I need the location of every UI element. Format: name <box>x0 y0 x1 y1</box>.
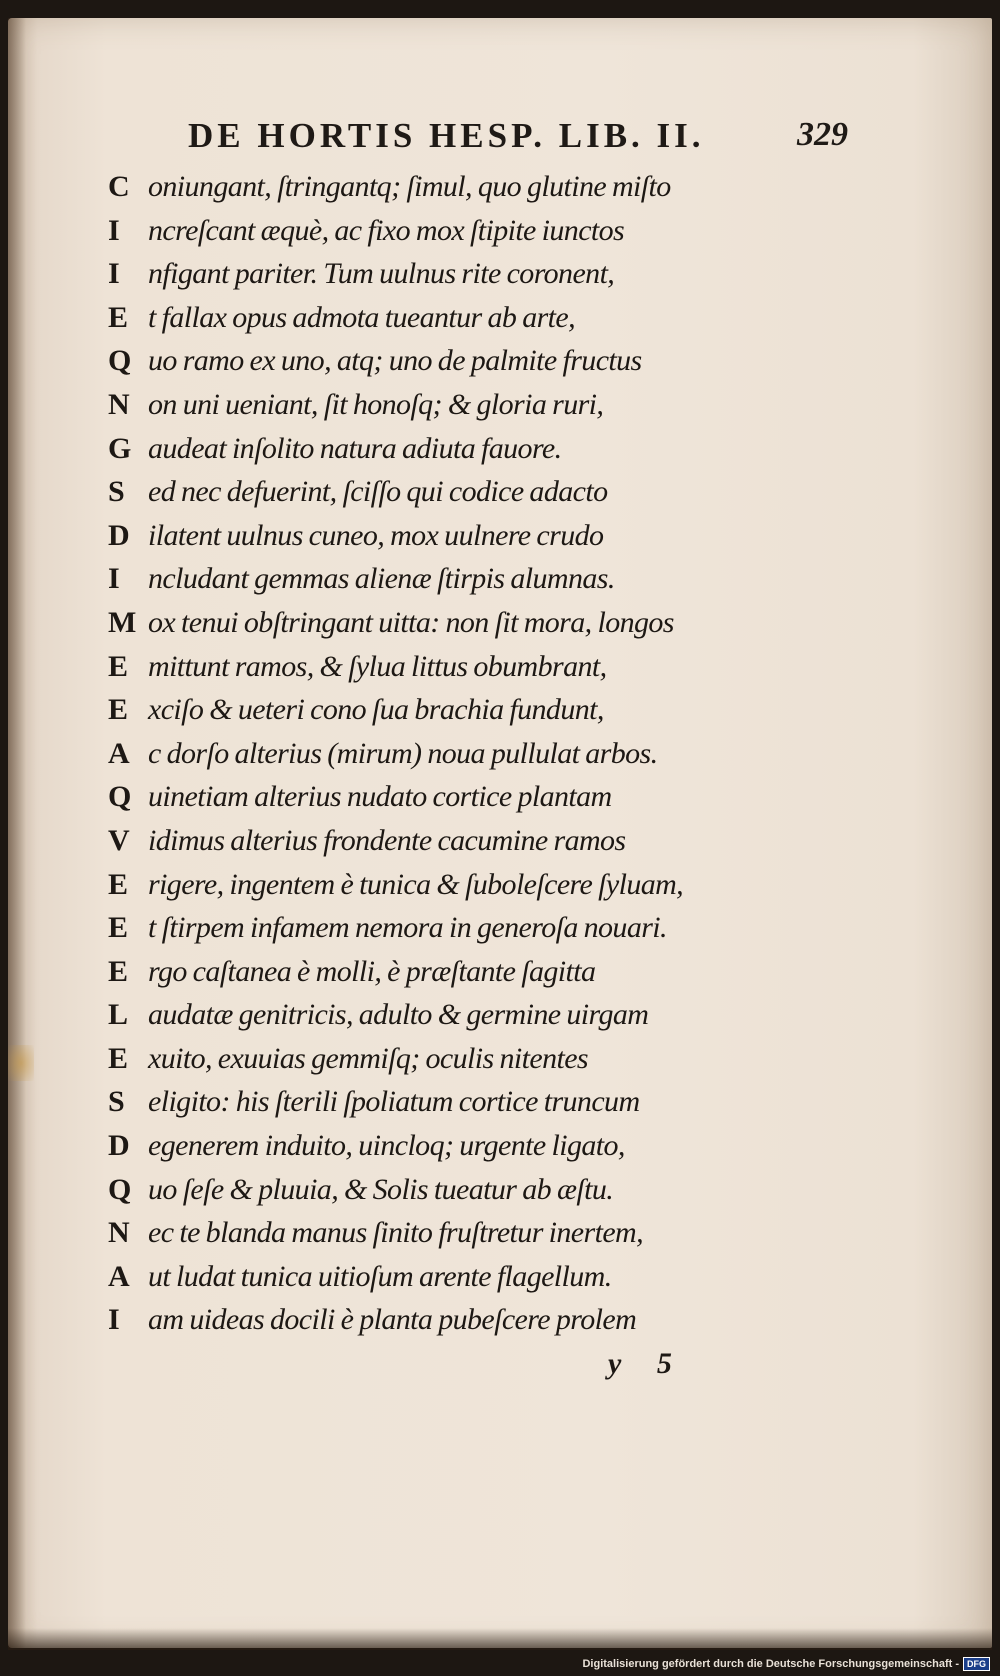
verse-line <box>108 688 808 732</box>
verse-text: t fallax opus admota tueantur ab arte, <box>148 300 576 334</box>
verse-text: oniungant, ſtringantq; ſimul, quo glutine miſto <box>148 170 671 203</box>
verse-text: rgo caſtanea è molli, è præſtante ſagitta <box>148 954 596 988</box>
verse-initial: E <box>108 911 129 945</box>
verse-line <box>108 775 808 819</box>
verse-text: idimus alterius frondente cacumine ramos <box>148 823 626 857</box>
verse-initial: I <box>108 257 120 291</box>
verse-initial: E <box>108 1041 129 1075</box>
verse-text: ox tenui obſtringant uitta: non ſit mora, longos <box>148 605 674 639</box>
verse-text: ncreſcant æquè, ac fixo mox ſtipite iunctos <box>148 213 625 247</box>
verse-line <box>108 950 808 994</box>
verse-text: ncludant gemmas alienæ ſtirpis alumnas. <box>148 562 615 596</box>
verse-initial: I <box>108 213 120 247</box>
dfg-logo: DFG <box>963 1657 990 1671</box>
verse-line <box>108 1211 808 1255</box>
verse-text: xciſo & ueteri cono ſua brachia fundunt, <box>148 693 604 727</box>
verse-text: nfigant pariter. Tum uulnus rite coronent, <box>148 257 615 291</box>
verse-initial: S <box>108 1085 125 1119</box>
verse-line <box>108 1298 808 1342</box>
verse-text: am uideas docili è planta pubeſcere prolem <box>148 1303 637 1337</box>
verse-initial: G <box>108 431 132 465</box>
running-head <box>188 112 848 162</box>
verse-line <box>108 993 808 1037</box>
verse-initial: E <box>108 693 129 727</box>
verse-text: rigere, ingentem è tunica & ſuboleſcere ſyluam, <box>148 867 684 901</box>
verse-initial: D <box>108 1129 130 1163</box>
verse-initial: L <box>108 998 129 1032</box>
verse-text: egenerem induito, uincloq; urgente ligato, <box>148 1129 625 1163</box>
verse-line <box>108 209 808 253</box>
verse-initial: E <box>108 954 129 988</box>
verse-initial: A <box>108 1259 130 1293</box>
verse-block <box>108 165 808 1342</box>
verse-initial: D <box>108 518 130 552</box>
verse-initial: E <box>108 649 129 683</box>
verse-text: uinetiam alterius nudato cortice plantam <box>148 780 612 814</box>
verse-initial: I <box>108 1303 120 1337</box>
verse-text: ed nec defuerint, ſciſſo qui codice adacto <box>148 475 608 509</box>
verse-line <box>108 819 808 863</box>
verse-initial: Q <box>108 344 132 378</box>
verse-line <box>108 645 808 689</box>
page-bottom-edge <box>8 1628 992 1650</box>
digitization-credit <box>582 1657 990 1671</box>
running-head-title: DE HORTIS HESP. LIB. II. <box>188 116 705 155</box>
verse-line <box>108 732 808 776</box>
verse-initial: E <box>108 300 129 334</box>
verse-text: t ſtirpem infamem nemora in generoſa nouari. <box>148 911 667 945</box>
verse-line <box>108 1255 808 1299</box>
verse-text: ec te blanda manus ſinito fruſtretur inertem, <box>148 1216 644 1250</box>
binding-shadow <box>8 18 26 1648</box>
verse-text: ut ludat tunica uitioſum arente flagellum. <box>148 1259 612 1293</box>
page-number: 329 <box>797 116 848 153</box>
verse-text: ilatent uulnus cuneo, mox uulnere crudo <box>148 518 604 552</box>
verse-text: audeat inſolito natura adiuta fauore. <box>148 431 562 465</box>
verse-line <box>108 383 808 427</box>
verse-line <box>108 470 808 514</box>
verse-text: xuito, exuuias gemmiſq; oculis nitentes <box>148 1041 589 1075</box>
credit-text: Digitalisierung gefördert durch die Deutsche Forschungsgemeinschaft - <box>582 1658 959 1670</box>
verse-line <box>108 296 808 340</box>
verse-line <box>108 863 808 907</box>
verse-line <box>108 1037 808 1081</box>
verse-line <box>108 1168 808 1212</box>
verse-line <box>108 1124 808 1168</box>
verse-initial: Q <box>108 780 132 814</box>
verse-initial: S <box>108 475 125 509</box>
verse-text: audatæ genitricis, adulto & germine uirgam <box>148 998 649 1032</box>
verse-line <box>108 514 808 558</box>
verse-line <box>108 165 808 209</box>
verse-text: uo ramo ex uno, atq; uno de palmite fructus <box>148 344 642 378</box>
verse-initial: I <box>108 562 120 596</box>
verse-text: c dorſo alterius (mirum) noua pullulat arbos. <box>148 736 658 770</box>
verse-text: eligito: his ſterili ſpoliatum cortice truncum <box>148 1085 640 1119</box>
verse-line <box>108 557 808 601</box>
verse-line <box>108 427 808 471</box>
paper-stain <box>8 1045 34 1081</box>
verse-line <box>108 252 808 296</box>
verse-line <box>108 339 808 383</box>
verse-initial: N <box>108 387 130 421</box>
verse-initial: Q <box>108 1172 132 1206</box>
verse-initial: C <box>108 170 130 203</box>
signature-mark: y 5 <box>608 1347 686 1380</box>
verse-text: on uni ueniant, ſit honoſq; & gloria ruri, <box>148 387 604 421</box>
verse-line <box>108 906 808 950</box>
verse-initial: A <box>108 736 130 770</box>
verse-initial: M <box>108 605 137 639</box>
verse-line <box>108 1080 808 1124</box>
verse-initial: V <box>108 823 130 857</box>
verse-initial: N <box>108 1216 130 1250</box>
verse-initial: E <box>108 867 129 901</box>
verse-text: uo ſeſe & pluuia, & Solis tueatur ab æſtu. <box>148 1172 614 1206</box>
verse-text: mittunt ramos, & ſylua littus obumbrant, <box>148 649 607 683</box>
verse-line <box>108 601 808 645</box>
